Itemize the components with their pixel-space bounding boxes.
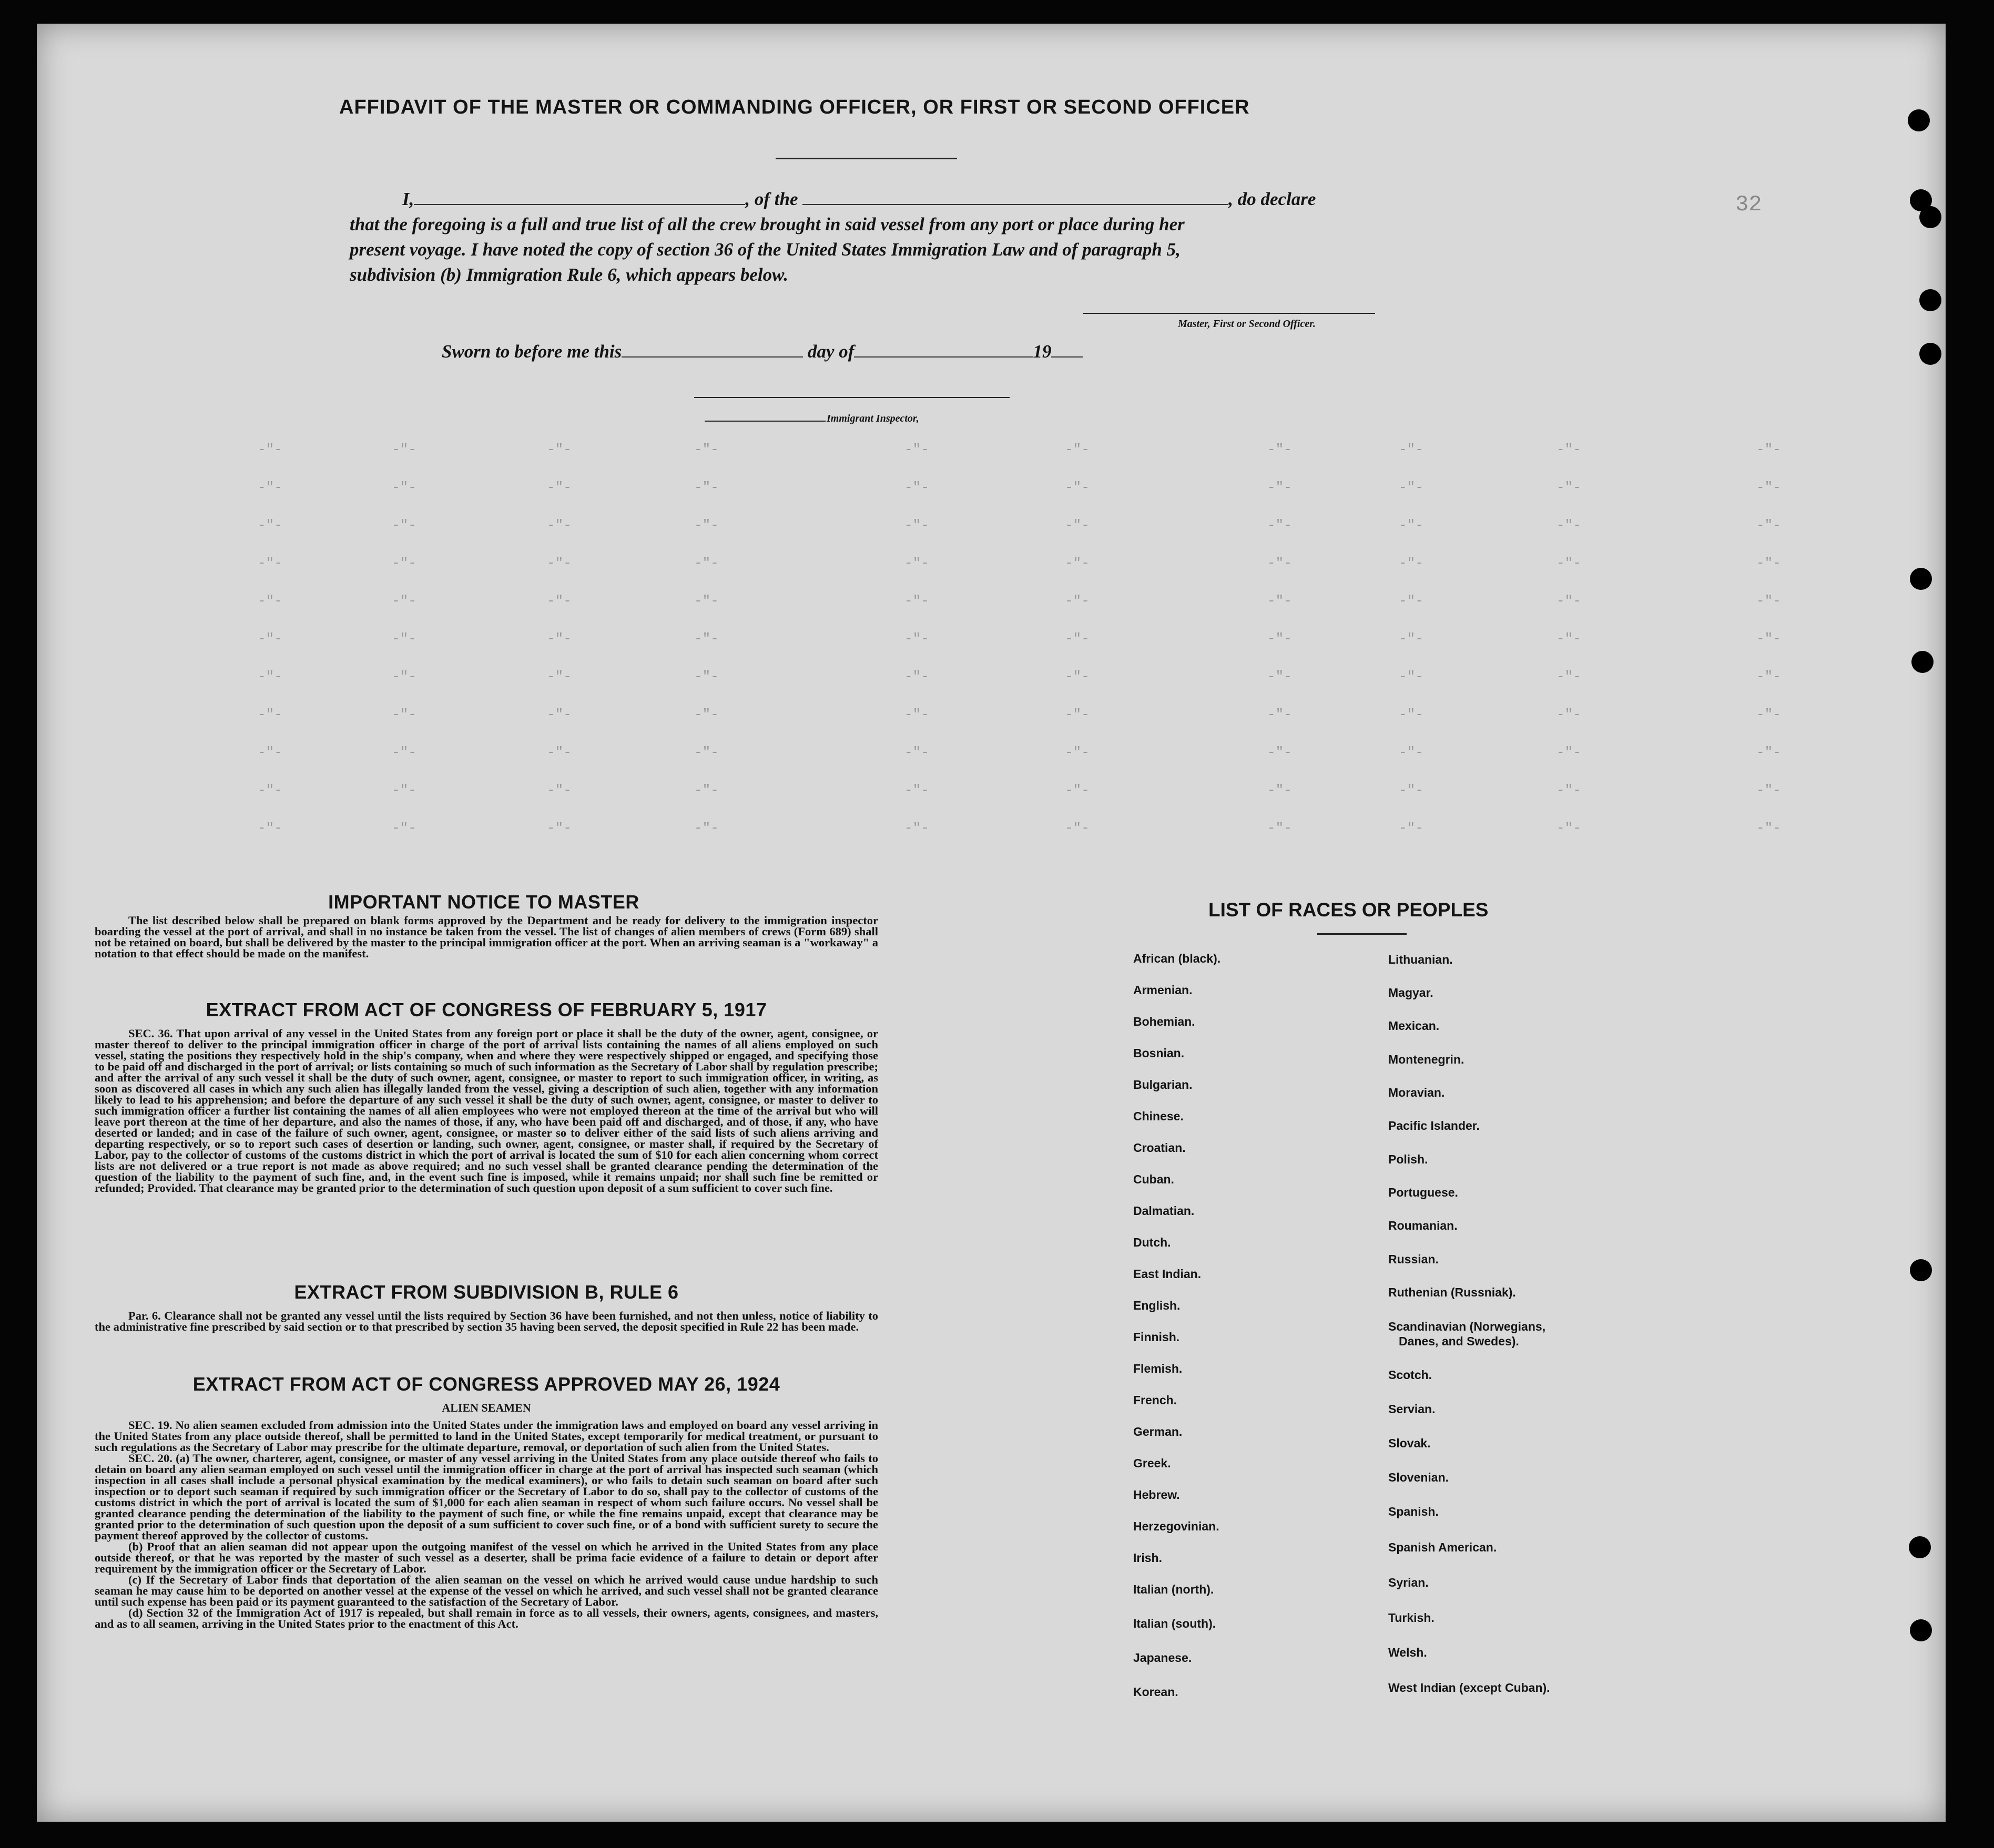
ditto-mark: -″- xyxy=(1267,479,1292,495)
ditto-mark: -″- xyxy=(1556,479,1581,495)
ditto-mark: -″- xyxy=(392,555,416,571)
affidavit-line-3: present voyage. I have noted the copy of section 36 of the United States Immigration Law and of paragraph 5, xyxy=(350,239,1181,260)
race-item: Syrian. xyxy=(1388,1576,1429,1589)
ditto-mark: -″- xyxy=(1756,744,1781,760)
sworn-text: 19 xyxy=(1033,341,1052,362)
ditto-mark: -″- xyxy=(1267,669,1292,685)
ditto-mark: -″- xyxy=(1756,631,1781,647)
ditto-mark: -″- xyxy=(694,631,719,647)
ditto-mark: -″- xyxy=(547,820,572,836)
ditto-mark: -″- xyxy=(1267,593,1292,609)
ditto-mark: -″- xyxy=(258,707,282,722)
sec-19-paragraph: SEC. 19. No alien seamen excluded from admission into the United States under the immigration laws and employed on board any vessel arriving in the United States from any place outside thereof, shall be permitted to land in the United States, except temporarily for medical treatment, or pursuant to such regulations as the Secretary of Labor may prescribe for the ultimate departure, removal, or deportation of such alien from the United States. xyxy=(95,1418,878,1454)
ditto-mark: -″- xyxy=(1556,669,1581,685)
race-item: Welsh. xyxy=(1388,1646,1427,1659)
ditto-mark: -″- xyxy=(1756,707,1781,722)
race-item: Ruthenian (Russniak). xyxy=(1388,1285,1516,1299)
binder-hole xyxy=(1919,206,1941,228)
ditto-mark: -″- xyxy=(547,442,572,457)
ditto-mark: -″- xyxy=(694,707,719,722)
ditto-mark: -″- xyxy=(547,555,572,571)
extract-rule6-title: EXTRACT FROM SUBDIVISION B, RULE 6 xyxy=(294,1281,679,1303)
race-item: Finnish. xyxy=(1133,1330,1180,1344)
alien-seamen-subtitle: ALIEN SEAMEN xyxy=(442,1401,531,1414)
ditto-mark: -″- xyxy=(258,631,282,647)
race-item: Turkish. xyxy=(1388,1611,1435,1625)
affidavit-text: , of the xyxy=(745,189,798,209)
ditto-mark: -″- xyxy=(258,442,282,457)
race-item: Mexican. xyxy=(1388,1019,1440,1033)
month-blank xyxy=(854,351,1033,358)
ditto-mark: -″- xyxy=(1556,593,1581,609)
ditto-mark: -″- xyxy=(1267,517,1292,533)
ditto-mark: -″- xyxy=(258,555,282,571)
race-item: Polish. xyxy=(1388,1152,1428,1166)
ditto-mark: -″- xyxy=(547,593,572,609)
race-item: Roumanian. xyxy=(1388,1219,1458,1232)
sec-20-c-paragraph: (c) If the Secretary of Labor finds that deportation of the alien seaman on the vessel on which he arrived would cause undue hardship to such seaman he may cause him to be deported on another vessel at the expense of the vessel on which he arrived, and such vessel shall not be granted clearance until such expense has been paid or its payment guaranteed to the satisfaction of the Secretary of Labor. xyxy=(95,1573,878,1608)
ditto-mark: -″- xyxy=(1399,707,1423,722)
race-item: Italian (south). xyxy=(1133,1617,1216,1630)
ditto-mark: -″- xyxy=(904,555,929,571)
race-item: Magyar. xyxy=(1388,986,1433,999)
affidavit-text: , do declare xyxy=(1228,189,1316,209)
binder-hole xyxy=(1908,109,1930,131)
ditto-mark: -″- xyxy=(904,820,929,836)
ditto-mark: -″- xyxy=(1556,744,1581,760)
ditto-mark: -″- xyxy=(258,669,282,685)
ditto-mark: -″- xyxy=(1399,517,1423,533)
ditto-mark: -″- xyxy=(1065,744,1090,760)
binder-hole xyxy=(1919,343,1941,365)
race-item: German. xyxy=(1133,1425,1183,1438)
race-item: Chinese. xyxy=(1133,1109,1184,1123)
ditto-mark: -″- xyxy=(547,782,572,798)
affidavit-text: I, xyxy=(402,189,414,209)
ditto-mark: -″- xyxy=(1556,631,1581,647)
ditto-mark: -″- xyxy=(547,631,572,647)
sec-36-paragraph: SEC. 36. That upon arrival of any vessel in the United States from any foreign port or place it shall be the duty of the owner, agent, consignee, or master thereof to deliver to the principal immigration officer in charge of the port of arrival lists containing the names of all aliens employed on such vessel, stating the positions they respectively hold in the ship's company, when and where they were respectively shipped or engaged, and specifying those to be paid off and discharged in the port of arrival; or lists containing so much of such information as the Secretary of Labor shall by regulation prescribe; and after the arrival of any such vessel it shall be the duty of such owner, agent, consignee, or master to report to such immigration officer, in writing, as soon as discovered all cases in which any such alien has illegally landed from the vessel, giving a description of such alien, together with any information likely to lead to his apprehension; and before the departure of any such vessel it shall be the duty of such owner, agent, consignee, or master to deliver to such immigration officer a further list containing the names of all alien employees who were not employed thereon at the time of the arrival but who will leave port thereon at the time of her departure, and also the names of those, if any, who have been paid off and discharged, and of those, if any, who have deserted or landed; and in case of the failure of such owner, agent, consignee, or master so to deliver either of the said lists of such aliens arriving and departing respectively, or so to report such cases of desertion or landing, such owner, agent, consignee, or master shall, if required by the Secretary of Labor, pay to the collector of customs of the customs district in which the port of arrival is located the sum of $10 for each alien concerning whom correct lists are not delivered or a true report is not made as above required; and no such vessel shall be granted clearance pending the determination of the question of the liability to the payment of such fine, and, in the event such fine is imposed, while it remains unpaid; nor shall such fine be remitted or refunded; Provided. That clearance may be granted prior to the determination of such question upon deposit of a sum sufficient to cover such fine. xyxy=(95,1027,878,1194)
ditto-mark: -″- xyxy=(694,820,719,836)
race-item: Herzegovinian. xyxy=(1133,1519,1219,1533)
ditto-mark: -″- xyxy=(547,517,572,533)
ditto-mark: -″- xyxy=(694,442,719,457)
ditto-mark: -″- xyxy=(1267,631,1292,647)
ditto-mark: -″- xyxy=(1399,744,1423,760)
extract-1924-title: EXTRACT FROM ACT OF CONGRESS APPROVED MAY 26, 1924 xyxy=(192,1373,780,1395)
race-item: East Indian. xyxy=(1133,1267,1202,1281)
binder-hole xyxy=(1919,289,1941,311)
sworn-line xyxy=(442,339,1083,364)
ditto-mark: -″- xyxy=(1065,593,1090,609)
extract-1917-title: EXTRACT FROM ACT OF CONGRESS OF FEBRUARY 5, 1917 xyxy=(206,999,767,1020)
ditto-mark: -″- xyxy=(1756,442,1781,457)
ditto-mark: -″- xyxy=(1399,820,1423,836)
ditto-mark: -″- xyxy=(904,593,929,609)
ditto-mark: -″- xyxy=(547,669,572,685)
affidavit-line-4: subdivision (b) Immigration Rule 6, which appears below. xyxy=(350,264,788,285)
sec-20-d-paragraph: (d) Section 32 of the Immigration Act of 1917 is repealed, but shall remain in force as to all vessels, their owners, agents, consignees, and masters, and as to all seamen, arriving in the United States prior to the enactment of this Act. xyxy=(95,1606,878,1630)
signature-caption: Master, First or Second Officer. xyxy=(1178,318,1316,330)
extract-rule6-text xyxy=(95,1310,878,1332)
ditto-mark: -″- xyxy=(1399,782,1423,798)
vessel-blank xyxy=(802,199,1228,205)
race-item: African (black). xyxy=(1133,952,1221,965)
race-item: Croatian. xyxy=(1133,1141,1186,1155)
affidavit-line-1 xyxy=(402,187,1316,212)
ditto-mark: -″- xyxy=(1399,631,1423,647)
ditto-mark: -″- xyxy=(904,669,929,685)
ditto-mark: -″- xyxy=(904,479,929,495)
notice-title: IMPORTANT NOTICE TO MASTER xyxy=(328,891,639,913)
notice-paragraph: The list described below shall be prepared on blank forms approved by the Department and be ready for delivery to the immigration inspector boarding the vessel at the port of arrival, and shall in no instance be taken from the vessel. The list of changes of alien members of crews (Form 689) shall not be retained on board, but shall be delivered by the master to the principal immigration officer at the port. When an arriving seaman is a "workaway" a notation to that effect should be made on the manifest. xyxy=(95,914,878,960)
ditto-mark: -″- xyxy=(1756,782,1781,798)
ditto-mark: -″- xyxy=(1065,631,1090,647)
binder-hole xyxy=(1910,568,1932,590)
ditto-mark: -″- xyxy=(694,782,719,798)
ditto-mark: -″- xyxy=(694,669,719,685)
race-item: Slovenian. xyxy=(1388,1471,1449,1484)
race-item: Spanish American. xyxy=(1388,1540,1497,1554)
race-item: Korean. xyxy=(1133,1685,1178,1699)
race-item: Armenian. xyxy=(1133,983,1193,997)
ditto-mark: -″- xyxy=(1065,820,1090,836)
race-item: Japanese. xyxy=(1133,1651,1192,1665)
ditto-mark: -″- xyxy=(1267,782,1292,798)
extract-1917-text xyxy=(95,1028,878,1193)
ditto-mark: -″- xyxy=(1065,517,1090,533)
race-item: Scandinavian (Norwegians, xyxy=(1388,1320,1546,1333)
ditto-mark: -″- xyxy=(258,517,282,533)
ditto-mark: -″- xyxy=(392,820,416,836)
name-blank xyxy=(414,199,745,205)
ditto-mark: -″- xyxy=(1065,479,1090,495)
race-item: Spanish. xyxy=(1388,1505,1439,1518)
ditto-mark: -″- xyxy=(1267,707,1292,722)
sworn-text: Sworn to before me this xyxy=(442,341,622,362)
ditto-mark: -″- xyxy=(547,479,572,495)
race-item: Irish. xyxy=(1133,1551,1162,1565)
race-item: Hebrew. xyxy=(1133,1488,1180,1502)
day-blank xyxy=(622,351,803,358)
race-item: Cuban. xyxy=(1133,1172,1174,1186)
ditto-mark: -″- xyxy=(392,669,416,685)
ditto-mark: -″- xyxy=(258,820,282,836)
ditto-mark: -″- xyxy=(1556,555,1581,571)
ditto-mark: -″- xyxy=(694,744,719,760)
ditto-mark: -″- xyxy=(1556,782,1581,798)
ditto-mark: -″- xyxy=(694,517,719,533)
ditto-mark: -″- xyxy=(904,442,929,457)
race-item: French. xyxy=(1133,1393,1177,1407)
race-item: Dutch. xyxy=(1133,1236,1171,1249)
binder-hole xyxy=(1910,1259,1932,1281)
ditto-mark: -″- xyxy=(904,631,929,647)
ditto-mark: -″- xyxy=(694,479,719,495)
races-title-underline xyxy=(1317,933,1407,935)
race-item: West Indian (except Cuban). xyxy=(1388,1681,1550,1694)
ditto-mark: -″- xyxy=(1556,517,1581,533)
race-item: Bosnian. xyxy=(1133,1046,1185,1060)
ditto-mark: -″- xyxy=(1399,442,1423,457)
race-item: Russian. xyxy=(1388,1252,1439,1266)
race-item: English. xyxy=(1133,1299,1181,1312)
ditto-mark: -″- xyxy=(1756,820,1781,836)
ditto-mark: -″- xyxy=(392,782,416,798)
title-underline xyxy=(776,158,957,159)
sworn-text: day of xyxy=(808,341,854,362)
ditto-mark: -″- xyxy=(1065,707,1090,722)
ditto-mark: -″- xyxy=(1556,707,1581,722)
margin-number: 32 xyxy=(1735,192,1762,217)
notice-text xyxy=(95,915,878,959)
ditto-mark: -″- xyxy=(392,631,416,647)
ditto-mark: -″- xyxy=(1556,820,1581,836)
ditto-mark: -″- xyxy=(1065,782,1090,798)
race-item: Flemish. xyxy=(1133,1362,1183,1375)
extract-1924-text xyxy=(95,1420,878,1629)
race-item: Dalmatian. xyxy=(1133,1204,1195,1218)
ditto-mark: -″- xyxy=(1556,442,1581,457)
ditto-mark: -″- xyxy=(258,744,282,760)
ditto-mark: -″- xyxy=(392,593,416,609)
ditto-mark: -″- xyxy=(547,707,572,722)
ditto-mark: -″- xyxy=(904,517,929,533)
ditto-mark: -″- xyxy=(258,593,282,609)
race-item: Bohemian. xyxy=(1133,1015,1195,1028)
ditto-mark: -″- xyxy=(258,782,282,798)
ditto-mark: -″- xyxy=(1756,517,1781,533)
ditto-mark: -″- xyxy=(1399,669,1423,685)
race-item: Lithuanian. xyxy=(1388,953,1453,966)
race-item: Scotch. xyxy=(1388,1368,1432,1382)
inspector-line xyxy=(705,421,826,422)
par-6-paragraph: Par. 6. Clearance shall not be granted any vessel until the lists required by Section 36 have been furnished, and not then unless, notice of liability to the administrative fine prescribed by said section or to that prescribed by section 35 having been served, the deposit specified in Rule 22 has been made. xyxy=(95,1309,878,1333)
ditto-mark: -″- xyxy=(392,517,416,533)
inspector-caption: Immigrant Inspector, xyxy=(827,413,919,424)
inspector-line-top xyxy=(694,397,1010,398)
race-item: Italian (north). xyxy=(1133,1582,1214,1596)
ditto-mark: -″- xyxy=(1756,479,1781,495)
ditto-mark: -″- xyxy=(694,593,719,609)
affidavit-line-2: that the foregoing is a full and true list of all the crew brought in said vessel from any port or place during her xyxy=(350,214,1185,234)
binder-hole xyxy=(1910,1619,1932,1641)
race-item: Moravian. xyxy=(1388,1086,1445,1099)
races-title: LIST OF RACES OR PEOPLES xyxy=(1208,899,1489,921)
sec-20-paragraph: SEC. 20. (a) The owner, charterer, agent, consignee, or master of any vessel arriving in the United States from any place outside thereof who fails to detain on board any alien seaman employed on such vessel until the immigration officer in charge at the port of arrival has inspected such seaman (which inspection in all cases shall include a personal physical examination by the medical examiners), or who fails to detain such seaman on board after such inspection or to deport such seaman if required by such immigration officer or the Secretary of Labor to do so, shall pay to the collector of customs of the customs district in which the port of arrival is located the sum of $1,000 for each alien seaman in respect of whom such failure occurs. No vessel shall be granted clearance pending the determination of the liability to the payment of such fine, or while the fine remains unpaid, except that clearance may be granted prior to the determination of such question upon the deposit of a sum sufficient to cover such fine, or of a bond with sufficient surety to secure the payment thereof approved by the collector of customs. xyxy=(95,1452,878,1542)
affidavit-title: AFFIDAVIT OF THE MASTER OR COMMANDING OFFICER, OR FIRST OR SECOND OFFICER xyxy=(339,96,1250,118)
ditto-mark: -″- xyxy=(392,707,416,722)
ditto-mark: -″- xyxy=(1065,442,1090,457)
ditto-mark: -″- xyxy=(1399,593,1423,609)
ditto-mark: -″- xyxy=(1267,820,1292,836)
race-item: Pacific Islander. xyxy=(1388,1119,1480,1132)
ditto-mark: -″- xyxy=(694,555,719,571)
ditto-mark: -″- xyxy=(904,744,929,760)
ditto-mark: -″- xyxy=(1267,744,1292,760)
ditto-mark: -″- xyxy=(1399,479,1423,495)
race-item: Montenegrin. xyxy=(1388,1053,1464,1066)
ditto-mark: -″- xyxy=(392,744,416,760)
ditto-mark: -″- xyxy=(1065,669,1090,685)
race-item: Greek. xyxy=(1133,1456,1171,1470)
binder-hole xyxy=(1911,651,1934,673)
race-item: Bulgarian. xyxy=(1133,1078,1193,1091)
ditto-mark: -″- xyxy=(1399,555,1423,571)
ditto-mark: -″- xyxy=(1756,669,1781,685)
ditto-mark: -″- xyxy=(1756,593,1781,609)
ditto-mark: -″- xyxy=(547,744,572,760)
ditto-mark: -″- xyxy=(392,442,416,457)
ditto-mark: -″- xyxy=(1756,555,1781,571)
binder-hole xyxy=(1909,1536,1931,1558)
ditto-mark: -″- xyxy=(904,707,929,722)
year-blank xyxy=(1051,351,1083,358)
sec-20-b-paragraph: (b) Proof that an alien seaman did not appear upon the outgoing manifest of the vessel on which he arrived in the United States from any place outside thereof, or that he was reported by the master of such vessel as a deserter, shall be prima facie evidence of a failure to detain or deport after requirement by the immigration officer or the Secretary of Labor. xyxy=(95,1540,878,1575)
ditto-mark: -″- xyxy=(1267,442,1292,457)
ditto-mark: -″- xyxy=(904,782,929,798)
signature-line xyxy=(1083,313,1375,314)
race-item: Danes, and Swedes). xyxy=(1399,1334,1519,1348)
ditto-mark: -″- xyxy=(392,479,416,495)
ditto-mark: -″- xyxy=(258,479,282,495)
ditto-mark: -″- xyxy=(1267,555,1292,571)
ditto-mark: -″- xyxy=(1065,555,1090,571)
race-item: Servian. xyxy=(1388,1402,1436,1416)
race-item: Portuguese. xyxy=(1388,1186,1458,1199)
race-item: Slovak. xyxy=(1388,1436,1431,1450)
